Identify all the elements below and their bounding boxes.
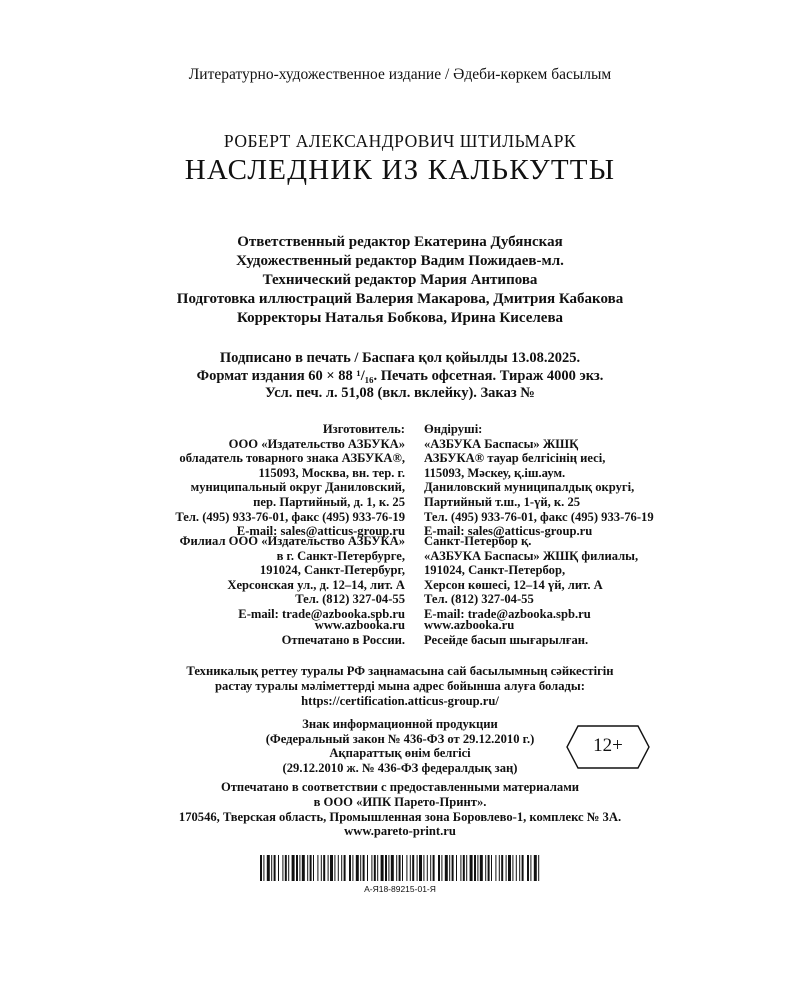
manufacturer-line: 115093, Мәскеу, қ.іш.аум.	[424, 465, 566, 480]
barcode-bar	[410, 855, 411, 881]
footer-kz	[424, 618, 714, 647]
barcode-bar	[385, 855, 387, 881]
barcode-bar	[367, 855, 368, 881]
credit-line: Подготовка иллюстраций Валерия Макарова, Дмитрия Кабакова	[176, 291, 624, 307]
barcode-bar	[274, 855, 276, 881]
barcode-bar	[474, 855, 476, 881]
barcode-bar	[292, 855, 295, 881]
barcode-bar	[278, 855, 279, 881]
barcode-bar	[485, 855, 486, 881]
barcode-bar	[402, 855, 403, 881]
credit-line: Технический редактор Мария Антипова	[262, 272, 538, 288]
barcode-bar	[334, 855, 335, 881]
info-sign	[0, 717, 800, 775]
barcode-bar	[519, 855, 520, 881]
footer-line: Отпечатано в России.	[281, 632, 405, 647]
barcode-bar	[282, 855, 283, 881]
barcode-bar	[267, 855, 270, 881]
barcode-bar	[495, 855, 496, 881]
branch-line: Херсон көшесі, 12–14 үй, лит. А	[424, 577, 603, 592]
barcode-bar	[377, 855, 378, 881]
barcode-bar	[538, 855, 539, 881]
barcode-bar	[456, 855, 457, 881]
barcode-bar	[433, 855, 435, 881]
barcode-bar	[344, 855, 346, 881]
manufacturer-line: 115093, Москва, вн. тер. г.	[258, 465, 405, 480]
manufacturer-kz	[424, 422, 714, 539]
barcode-bar	[522, 855, 524, 881]
footer-line: www.azbooka.ru	[424, 618, 515, 632]
barcode-bar	[423, 855, 424, 881]
barcode-bar	[288, 855, 289, 881]
barcode-bar	[271, 855, 272, 881]
branch-line: Тел. (812) 327-04-55	[295, 592, 405, 607]
manufacturer-line: ООО «Издательство АЗБУКА»	[228, 436, 405, 451]
barcode-bar	[296, 855, 298, 881]
footer-ru	[100, 618, 405, 647]
info-sign-line: (Федеральный закон № 436-ФЗ от 29.12.2010 г.)	[265, 731, 535, 746]
barcode-bar	[352, 855, 353, 881]
credit-line: Художественный редактор Вадим Пожидаев-мл.	[236, 253, 564, 269]
barcode-bar	[460, 855, 461, 881]
barcode-bar	[412, 855, 414, 881]
barcode-bar	[307, 855, 308, 881]
barcode-bar	[317, 855, 318, 881]
book-title: НАСЛЕДНИК ИЗ КАЛЬКУТТЫ	[184, 154, 616, 186]
footer-line: www.azbooka.ru	[314, 618, 405, 632]
manufacturer-line: АЗБУКА® тауар белгісінің иесі,	[424, 451, 606, 466]
barcode-bar	[330, 855, 333, 881]
barcode-bar	[360, 855, 361, 881]
barcode-bar	[299, 855, 300, 881]
barcode-bar	[381, 855, 384, 881]
barcode-bar	[534, 855, 537, 881]
manufacturer-ru	[100, 422, 405, 539]
barcode-bar	[477, 855, 478, 881]
isbn-code: А-Я18-89215-01-Я	[364, 884, 436, 894]
manufacturer-line: обладатель товарного знака АЗБУКА®,	[179, 451, 405, 466]
branch-line: Филиал ООО «Издательство АЗБУКА»	[179, 534, 405, 548]
branch-line: 191024, Санкт-Петербор,	[424, 563, 566, 578]
barcode-bar	[452, 855, 454, 881]
publication-line: Усл. печ. л. 51,08 (вкл. вклейку). Заказ №	[265, 385, 535, 401]
barcode-bar	[313, 855, 314, 881]
barcode-icon	[260, 855, 540, 881]
branch-line: Тел. (812) 327-04-55	[424, 592, 534, 607]
footer-line: Ресейде басып шығарылған.	[424, 632, 589, 647]
printing-line: www.pareto-print.ru	[344, 824, 456, 839]
barcode-bar	[388, 855, 389, 881]
age-rating-text: 12+	[593, 735, 623, 756]
tech-line: растау туралы мәліметтерді мына адрес бойынша алуға болады:	[215, 679, 585, 693]
age-rating-badge	[566, 725, 650, 769]
barcode-bar	[480, 855, 483, 881]
printing-line: Отпечатано в соответствии с предоставленными материалами	[220, 780, 580, 794]
barcode-bar	[491, 855, 492, 881]
printing-line: в ООО «ИПК Парето-Принт».	[313, 794, 487, 809]
barcode-bar	[406, 855, 407, 881]
barcode-bar	[391, 855, 394, 881]
author-name: РОБЕРТ АЛЕКСАНДРОВИЧ ШТИЛЬМАРК	[223, 131, 577, 151]
branch-line: «АЗБУКА Баспасы» ЖШҚ филиалы,	[424, 548, 639, 563]
barcode-bar	[441, 855, 442, 881]
publication-line: Подписано в печать / Баспаға қол қойылды 13.08.2025.	[219, 350, 581, 366]
barcode-bar	[363, 855, 365, 881]
tech-regulation	[0, 664, 800, 709]
barcode-bar	[349, 855, 351, 881]
branch-line: 191024, Санкт-Петербург,	[259, 563, 405, 578]
editorial-credits	[0, 233, 800, 328]
barcode-bar	[508, 855, 511, 881]
manufacturer-line: Изготовитель:	[322, 422, 405, 436]
barcode-bar	[488, 855, 490, 881]
barcode-bar	[506, 855, 507, 881]
barcode-bar	[419, 855, 422, 881]
barcode-bar	[430, 855, 431, 881]
barcode-bar	[417, 855, 418, 881]
barcode-bar	[374, 855, 376, 881]
printing-house	[0, 780, 800, 839]
series-line: Литературно-художественное издание / Әдеби-көркем басылым	[188, 66, 612, 83]
manufacturer-line: муниципальный округ Даниловский,	[190, 480, 405, 495]
barcode-bar	[527, 855, 529, 881]
barcode-bar	[530, 855, 531, 881]
manufacturer-line: E-mail: sales@atticus-group.ru	[236, 524, 405, 539]
barcode-bar	[512, 855, 513, 881]
barcode-bar	[302, 855, 305, 881]
manufacturer-line: Партийный т.ш., 1-үй, к. 25	[424, 494, 581, 509]
credit-line: Ответственный редактор Екатерина Дубянская	[237, 234, 563, 250]
barcode-bar	[499, 855, 500, 881]
barcode-bar	[263, 855, 264, 881]
publication-line: Формат издания 60 × 88 ¹/₁₆. Печать офсетная. Тираж 4000 экз.	[196, 367, 604, 384]
manufacturer-line: Даниловский муниципалдық округі,	[424, 480, 635, 495]
publication-details	[0, 350, 800, 403]
barcode-bar	[501, 855, 503, 881]
barcode-bar	[321, 855, 322, 881]
printing-line: 170546, Тверская область, Промышленная зона Боровлево-1, комплекс № 3А.	[178, 809, 622, 824]
tech-line: Техникалық реттеу туралы РФ заңнамасына сай басылымның сәйкестігін	[186, 664, 614, 678]
barcode-bar	[338, 855, 339, 881]
barcode-bar	[396, 855, 397, 881]
branch-ru	[100, 534, 405, 622]
tech-line: https://certification.atticus-group.ru/	[301, 694, 499, 708]
barcode-bar	[516, 855, 517, 881]
branch-line: E-mail: trade@azbooka.spb.ru	[424, 606, 591, 621]
barcode-bar	[445, 855, 448, 881]
barcode-bar	[285, 855, 287, 881]
branch-line: E-mail: trade@azbooka.spb.ru	[238, 606, 405, 621]
branch-line: Санкт-Петербор қ.	[424, 534, 532, 548]
barcode-bar	[323, 855, 325, 881]
credit-line: Корректоры Наталья Бобкова, Ирина Киселева	[236, 310, 564, 326]
manufacturer-line: Өндіруші:	[424, 422, 483, 436]
manufacturer-line: Тел. (495) 933-76-01, факс (495) 933-76-19	[175, 509, 405, 524]
info-sign-line: (29.12.2010 ж. № 436-ФЗ федералдық заң)	[282, 760, 518, 775]
barcode-bar	[310, 855, 312, 881]
manufacturer-line: Тел. (495) 933-76-01, факс (495) 933-76-19	[424, 509, 654, 524]
branch-kz	[424, 534, 714, 622]
manufacturer-line: E-mail: sales@atticus-group.ru	[424, 524, 593, 539]
barcode-bar	[260, 855, 262, 881]
barcode-bar	[470, 855, 473, 881]
barcode-bar	[463, 855, 465, 881]
manufacturer-line: «АЗБУКА Баспасы» ЖШҚ	[424, 436, 579, 451]
manufacturer-line: пер. Партийный, д. 1, к. 25	[253, 494, 405, 509]
barcode-bar	[399, 855, 401, 881]
barcode-bar	[466, 855, 467, 881]
barcode-bar	[427, 855, 428, 881]
barcode-bar	[371, 855, 372, 881]
info-sign-line: Знак информационной продукции	[302, 717, 498, 731]
barcode-bar	[356, 855, 359, 881]
barcode-bar	[449, 855, 450, 881]
branch-line: в г. Санкт-Петербурге,	[276, 548, 405, 563]
barcode-bar	[328, 855, 329, 881]
barcode-bar	[341, 855, 342, 881]
barcode-bar	[438, 855, 440, 881]
branch-line: Херсонская ул., д. 12–14, лит. А	[227, 577, 405, 592]
info-sign-line: Ақпараттық өнім белгісі	[329, 746, 471, 761]
